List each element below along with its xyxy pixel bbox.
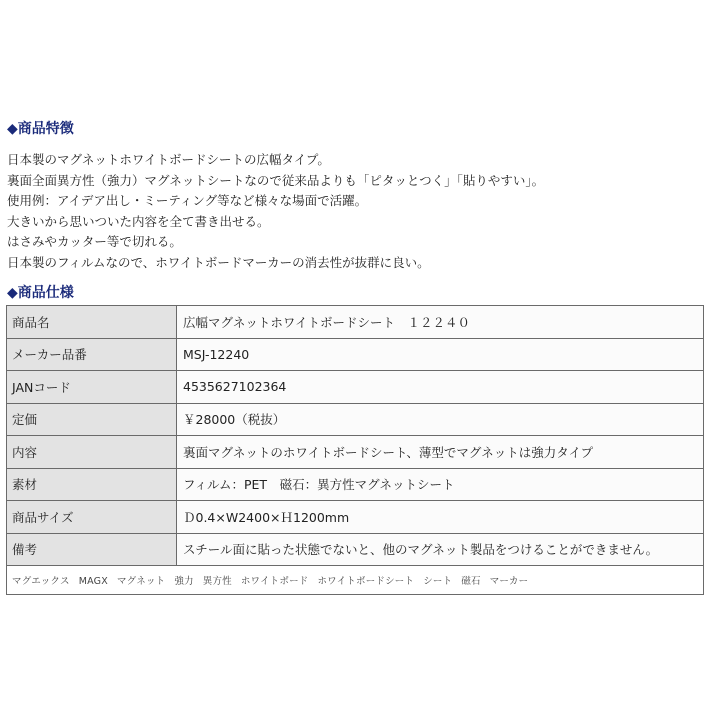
tag: マグエックス	[12, 576, 70, 587]
spec-value: 広幅マグネットホワイトボードシート １２２４０	[177, 306, 704, 339]
feature-line: 大きいから思いついた内容を全て書き出せる。	[7, 213, 270, 229]
table-row	[7, 338, 704, 371]
spec-value: Ｄ0.4×W2400×Ｈ1200mm	[177, 501, 704, 534]
spec-value: ￥28000（税抜）	[177, 403, 704, 436]
feature-line: 使用例：アイデア出し・ミーティング等など様々な場面で活躍。	[7, 193, 368, 208]
spec-label: 内容	[7, 436, 177, 469]
table-row	[7, 306, 704, 339]
spec-label: 商品サイズ	[7, 501, 177, 534]
spec-label: 素材	[7, 468, 177, 501]
tag: シート	[423, 576, 453, 587]
spec-value: MSJ-12240	[177, 338, 704, 371]
tag: 異方性	[202, 576, 232, 587]
spec-value: 4535627102364	[177, 371, 704, 404]
tag: ホワイトボード	[240, 576, 309, 587]
spec-value: フィルム：PET 磁石：異方性マグネットシート	[177, 468, 704, 501]
features-list	[7, 150, 544, 273]
table-row	[7, 371, 704, 404]
spec-table	[6, 305, 704, 595]
feature-line: はさみやカッター等で切れる。	[7, 234, 182, 249]
tag: マーカー	[489, 576, 529, 587]
spec-label: 定価	[7, 403, 177, 436]
table-row	[7, 403, 704, 436]
tag: ホワイトボードシート	[317, 576, 415, 587]
spec-label: JANコード	[7, 371, 177, 404]
table-row	[7, 468, 704, 501]
tags-cell	[7, 566, 704, 595]
feature-line: 日本製のマグネットホワイトボードシートの広幅タイプ。	[7, 152, 330, 167]
spec-label: メーカー品番	[7, 338, 177, 371]
table-row	[7, 501, 704, 534]
features-heading: ◆商品特徴	[7, 121, 74, 137]
table-row	[7, 436, 704, 469]
tags-row	[7, 566, 704, 595]
feature-line: 裏面全面異方性（強力）マグネットシートなので従来品よりも「ピタッとつく」「貼りやすい」。	[7, 172, 545, 188]
spec-value: 裏面マグネットのホワイトボードシート、薄型でマグネットは強力タイプ	[177, 436, 704, 469]
tag: 強力	[174, 576, 194, 587]
specs-heading: ◆商品仕様	[7, 285, 74, 301]
tag: マグネット	[116, 576, 166, 587]
spec-value: スチール面に貼った状態でないと、他のマグネット製品をつけることができません。	[177, 533, 704, 566]
spec-label: 備考	[7, 533, 177, 566]
tag: MAGX	[78, 576, 108, 587]
tag: 磁石	[461, 576, 481, 587]
feature-line: 日本製のフィルムなので、ホワイトボードマーカーの消去性が抜群に良い。	[7, 254, 430, 270]
table-row	[7, 533, 704, 566]
spec-label: 商品名	[7, 306, 177, 339]
